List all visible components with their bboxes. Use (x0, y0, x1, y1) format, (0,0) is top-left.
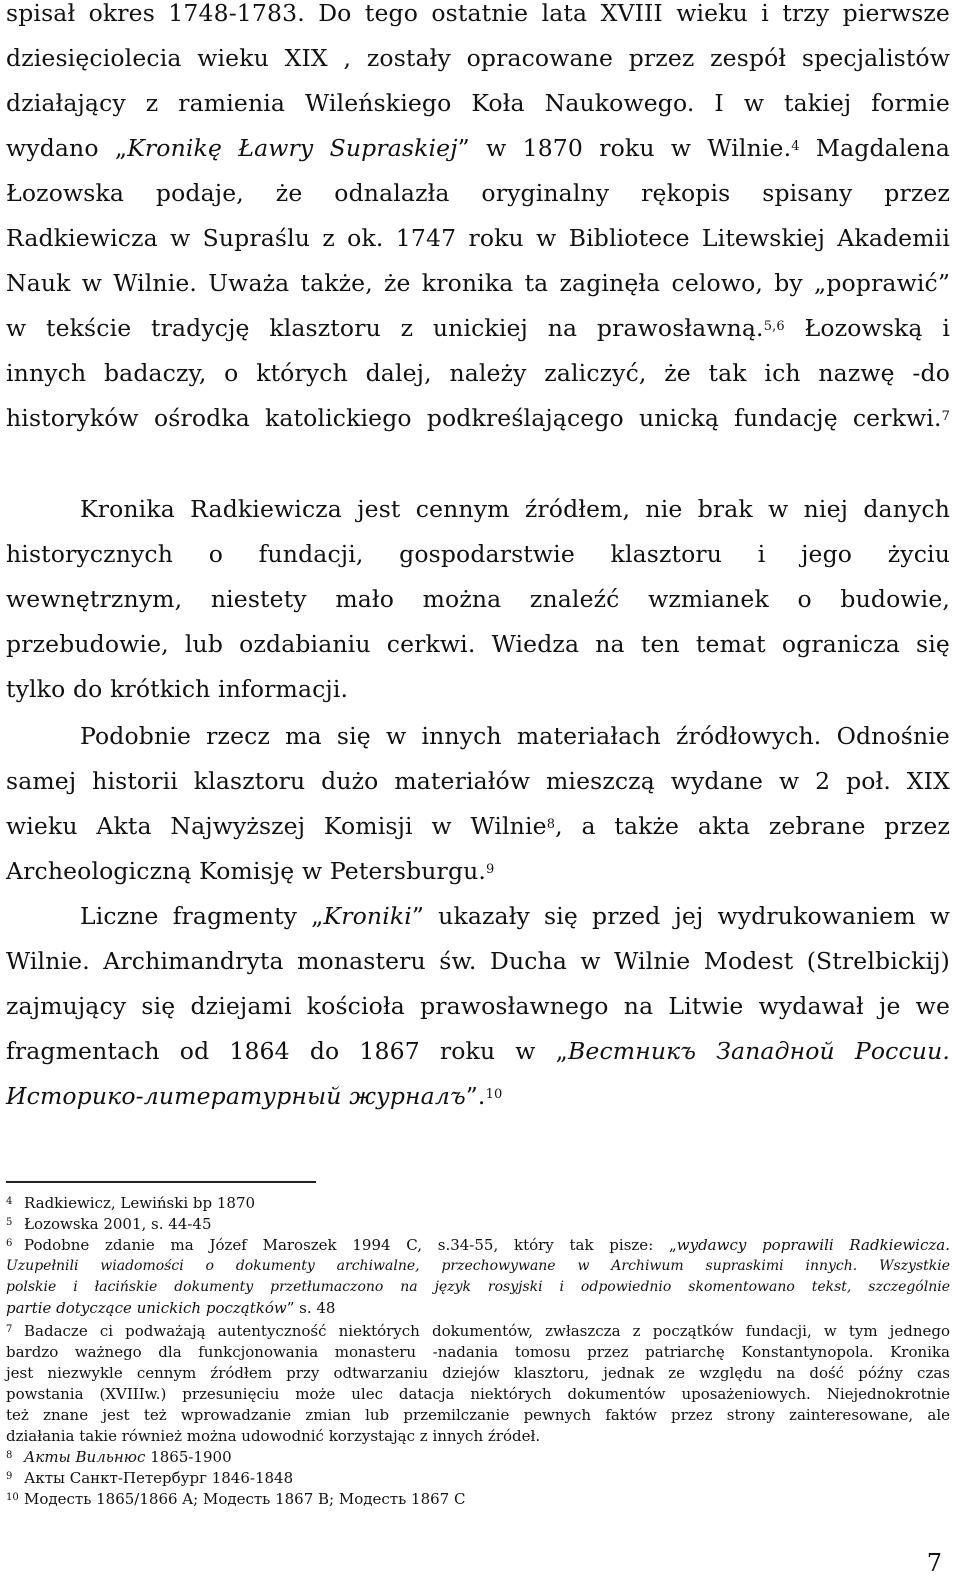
footnote: $^4$ Radkiewicz, Lewiński bp 1870 (6, 1194, 256, 1212)
footnote: $^9$ Акты Санкт-Петербург 1846-1848 (6, 1469, 294, 1487)
body-line: dziesięciolecia wieku XIX , zostały opracowane przez zespół specjalistów (6, 44, 950, 72)
body-line: tylko do krótkich informacji. (6, 675, 349, 703)
body-line: przebudowie, lub ozdabianiu cerkwi. Wiedza na ten temat ogranicza się (6, 630, 950, 658)
body-line: fragmentach od 1864 do 1867 roku w „Вестникъ Западной России. (6, 1037, 950, 1065)
footnote-line: partie dotyczące unickich początków” s. 48 (6, 1299, 336, 1317)
footnote-line: działania takie również można udowodnić korzystając z innych źródeł. (6, 1427, 541, 1445)
footnote-line: Uzupełnili wiadomości o dokumenty archiwalne, przechowywane w Archiwum supraskimi innych. Wszystkie (6, 1258, 950, 1274)
page-number: 7 (926, 1549, 942, 1577)
footnote-line: powstania (XVIIIw.) przesunięciu może ulec datacja niektórych dokumentów uposażeniowych. Niejednokrotnie (6, 1385, 950, 1403)
body-line: działający z ramienia Wileńskiego Koła Naukowego. I w takiej formie (6, 89, 950, 117)
body-line: samej historii klasztoru dużo materiałów mieszczą wydane w 2 poł. XIX (6, 767, 950, 795)
footnote: $^7$ Badacze ci podważają autentyczność niektórych dokumentów, zwłaszcza z początków fundacji, w tym jednego (6, 1322, 950, 1340)
body-line: spisał okres 1748-1783. Do tego ostatnie lata XVIII wieku i trzy pierwsze (6, 0, 950, 27)
footnote-separator (6, 1181, 316, 1183)
body-line: Wilnie. Archimandryta monasteru św. Ducha w Wilnie Modest (Strelbickij) (6, 947, 950, 975)
body-line: w tekście tradycję klasztoru z unickiej na prawosławną.$^{5,6}$ Łozowską i (6, 314, 950, 342)
body-line: Историко-литературный журналъ”.$^{10}$ (6, 1082, 503, 1110)
body-line: Radkiewicza w Supraślu z ok. 1747 roku w Bibliotece Litewskiej Akademii (6, 224, 950, 252)
body-line: wydano „Kronikę Ławry Supraskiej” w 1870 roku w Wilnie.$^4$ Magdalena (6, 134, 950, 162)
footnote: $^{10}$ Модесть 1865/1866 A; Модесть 1867 B; Модесть 1867 C (6, 1490, 466, 1508)
body-line: Łozowska podaje, że odnalazła oryginalny rękopis spisany przez (6, 179, 950, 207)
body-line: Kronika Radkiewicza jest cennym źródłem, nie brak w niej danych (80, 495, 950, 523)
footnote: $^8$ Акты Вильнюс 1865-1900 (6, 1448, 232, 1466)
footnote-line: bardzo ważnego dla funkcjonowania monasteru -nadania tomosu przez patriarchę Konstantynopola. Kronika (6, 1343, 950, 1361)
footnote-line: też znane jest też wprowadzanie zmian lub przemilczanie pewnych faktów przez strony zainteresowane, ale (6, 1406, 950, 1424)
body-line: zajmujący się dziejami kościoła prawosławnego na Litwie wydawał je we (6, 992, 950, 1020)
footnote: $^6$ Podobne zdanie ma Józef Maroszek 1994 C, s.34-55, który tak pisze: „wydawcy poprawili Radkiewicza. (6, 1236, 950, 1254)
body-line: Archeologiczną Komisję w Petersburgu.$^9$ (6, 857, 495, 885)
body-line: historyków ośrodka katolickiego podkreślającego unicką fundację cerkwi.$^7$ (6, 404, 950, 432)
body-line: Podobnie rzecz ma się w innych materiałach źródłowych. Odnośnie (80, 722, 950, 750)
body-line: wewnętrznym, niestety mało można znaleźć wzmianek o budowie, (6, 585, 950, 613)
body-line: innych badaczy, o których dalej, należy zaliczyć, że tak ich nazwę -do (6, 359, 950, 387)
body-line: wieku Akta Najwyższej Komisji w Wilnie$^8$, a także akta zebrane przez (6, 812, 950, 840)
footnote-line: polskie i łacińskie dokumenty przetłumaczono na język rosyjski i odpowiednio skomentowano tekst, szczególnie (6, 1279, 950, 1295)
footnote: $^5$ Łozowska 2001, s. 44-45 (6, 1215, 212, 1233)
body-line: historycznych o fundacji, gospodarstwie klasztoru i jego życiu (6, 540, 950, 568)
footnote-line: jest niezwykle cennym źródłem przy odtwarzaniu dziejów klasztoru, jednak ze względu na dość późny czas (6, 1364, 950, 1382)
body-line: Nauk w Wilnie. Uważa także, że kronika ta zaginęła celowo, by „poprawić” (6, 269, 950, 297)
body-line: Liczne fragmenty „Kroniki” ukazały się przed jej wydrukowaniem w (80, 902, 950, 930)
